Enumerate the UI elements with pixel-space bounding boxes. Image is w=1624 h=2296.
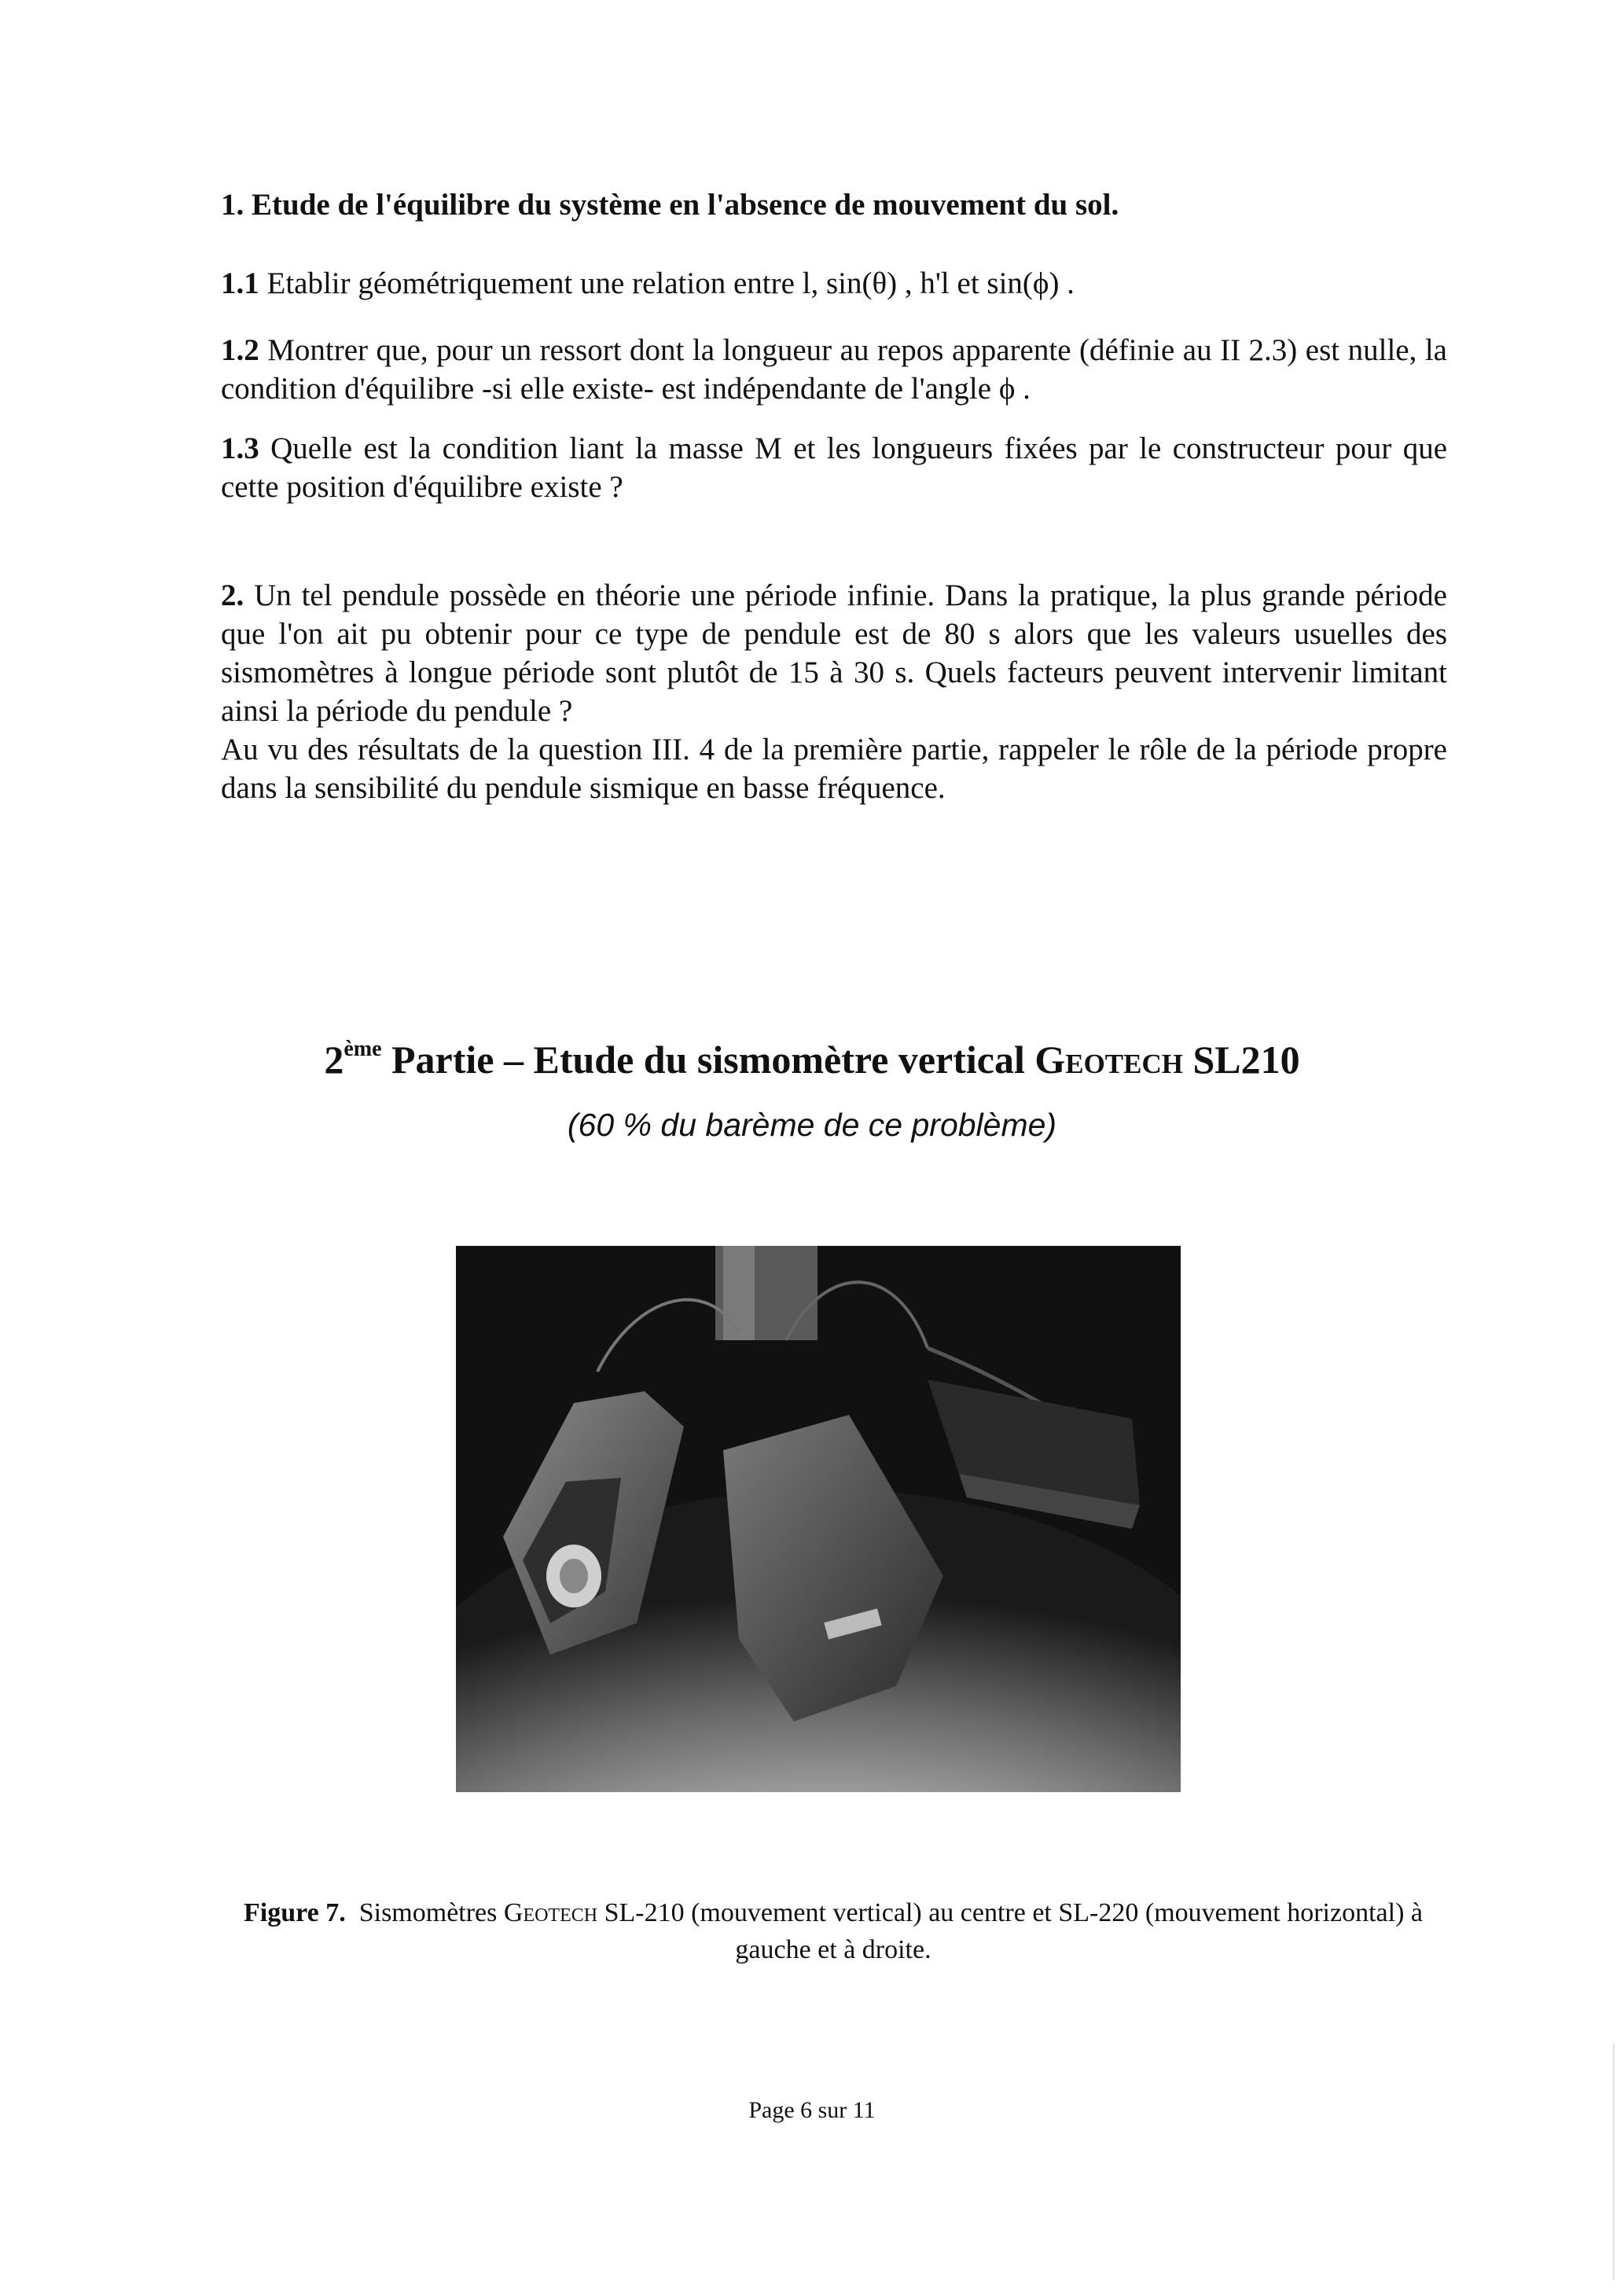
- part-title: [0, 1026, 1624, 1083]
- question-2: [221, 576, 1447, 807]
- question-text: Etablir géométriquement une relation entre l, sin(θ) , h'l et sin(ϕ) .: [266, 266, 1075, 300]
- question-1-3: [221, 429, 1447, 506]
- part-model: SL210: [1192, 1038, 1300, 1082]
- section-heading-text: 1. Etude de l'équilibre du système en l'absence de mouvement du sol.: [221, 188, 1119, 222]
- section-heading: [221, 186, 1447, 224]
- figure-brand: Geotech: [503, 1898, 598, 1927]
- question-text: Montrer que, pour un ressort dont la longueur au repos apparente (définie au II 2.3) est nulle, la condition d'équilibre -si elle existe- est indépendante de l'angle ϕ .: [221, 333, 1447, 406]
- question-1-1: [221, 264, 1447, 303]
- scan-edge-line: [1613, 2044, 1615, 2279]
- part-title-text: Partie – Etude du sismomètre vertical: [391, 1038, 1025, 1082]
- question-text: Quelle est la condition liant la masse M et les longueurs fixées par le constructeur pour que cette position d'équilibre existe ?: [221, 432, 1448, 504]
- part-number: 2: [324, 1038, 344, 1082]
- seismometer-photo: [456, 1246, 1181, 1792]
- part-brand: Geotech: [1034, 1038, 1183, 1082]
- question-text-continued: Au vu des résultats de la question III. 4 de la première partie, rappeler le rôle de la période propre dans la sensibilité du pendule sismique en basse fréquence.: [221, 733, 1447, 805]
- part-subtitle: (60 % du barème de ce problème): [567, 1107, 1057, 1143]
- page-number: Page 6 sur 11: [748, 2097, 876, 2123]
- figure-caption: [236, 1894, 1431, 1968]
- part-number-suffix: ème: [344, 1037, 382, 1061]
- figure-text-b: SL-210 (mouvement vertical) au centre et SL-220 (mouvement horizontal) à gauche et à droite.: [604, 1898, 1423, 1964]
- figure-label: Figure 7.: [244, 1898, 346, 1927]
- figure-text-a: Sismomètres: [358, 1898, 498, 1927]
- question-number: 1.1: [221, 266, 259, 300]
- question-number: 1.2: [221, 333, 259, 367]
- question-number: 1.3: [221, 432, 259, 465]
- question-text: Un tel pendule possède en théorie une période infinie. Dans la pratique, la plus grande période que l'on ait pu obtenir pour ce type de pendule est de 80 s alors que les valeurs usuelles des sismomètres à longue période sont plutôt de 15 à 30 s. Quels facteurs peuvent intervenir limitant ainsi la période du pendule ?: [221, 579, 1447, 728]
- seismometer-photo-drawing: [456, 1246, 1181, 1792]
- question-number: 2.: [221, 579, 244, 612]
- question-1-2: [221, 331, 1447, 408]
